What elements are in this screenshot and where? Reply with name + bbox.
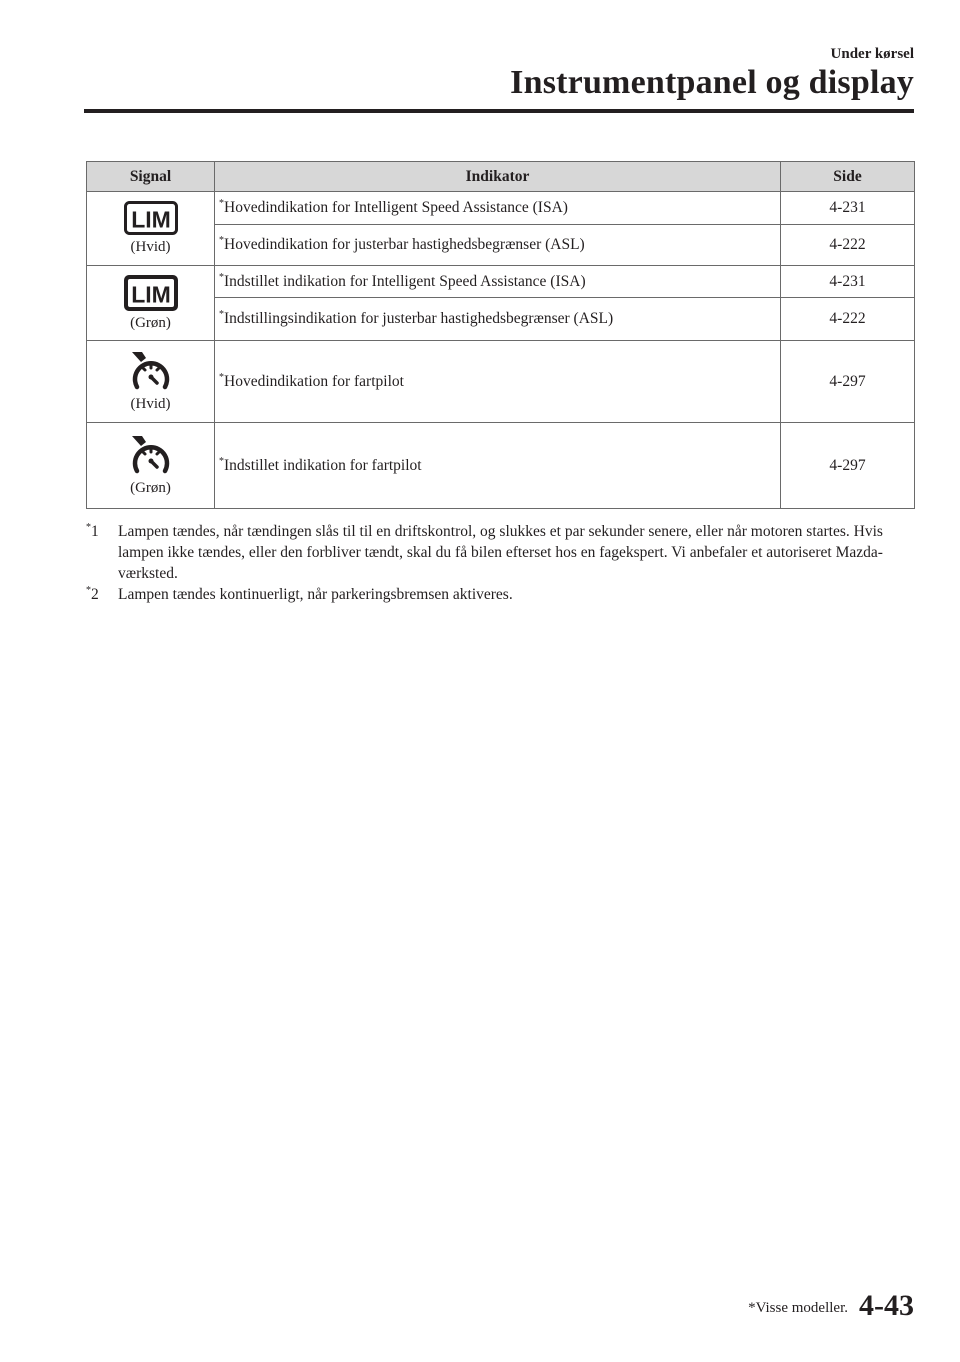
svg-text:LIM: LIM — [130, 206, 171, 233]
table-header-row — [87, 162, 915, 192]
page-reference: 4-231 — [781, 192, 915, 225]
column-header-indikator: Indikator — [215, 162, 781, 192]
indicator-text: Indstillet indikation for Intelligent Speed Assistance (ISA) — [224, 272, 586, 290]
lim-icon-filled — [124, 275, 178, 311]
page-reference: 4-222 — [781, 298, 915, 341]
section-heading: Under kørsel — [830, 46, 914, 62]
indicator-description — [215, 266, 781, 298]
header-rule — [84, 109, 914, 113]
indicator-description — [215, 225, 781, 266]
lim-icon — [124, 201, 178, 235]
footnote-item — [86, 584, 915, 605]
signal-color-label: (Grøn) — [130, 480, 171, 496]
footnote-text: Lampen tændes, når tændingen slås til til en driftskontrol, og slukkes et par sekunder senere, eller når motoren startes. Hvis lampen ikke tændes, eller den forbliver tændt, skal du få bilen efterset hos en fagekspert. Vi anbefaler et autoriseret Mazda-værksted. — [118, 523, 883, 582]
cruise-control-icon — [129, 350, 173, 392]
column-header-side: Side — [781, 162, 915, 192]
footnote-text: Lampen tændes kontinuerligt, når parkeringsbremsen aktiveres. — [118, 586, 513, 603]
indicator-description — [215, 192, 781, 225]
footnote-mark: * — [219, 235, 224, 246]
table-row — [87, 192, 915, 225]
footnote-mark: * — [219, 371, 224, 383]
indicator-text: Hovedindikation for justerbar hastighedsbegrænser (ASL) — [224, 236, 585, 253]
footnote-item — [86, 521, 915, 584]
signal-cell — [87, 192, 215, 266]
indicator-description — [215, 341, 781, 423]
indicator-description — [215, 423, 781, 509]
indicator-text: Indstillet indikation for fartpilot — [224, 456, 422, 474]
signal-cell — [87, 423, 215, 509]
cruise-control-icon — [129, 434, 173, 476]
footnote-mark: * — [219, 455, 224, 467]
models-note: *Visse modeller. — [748, 1300, 848, 1316]
indicator-text: Indstillingsindikation for justerbar hastighedsbegrænser (ASL) — [224, 310, 614, 327]
signal-color-label: (Hvid) — [130, 239, 171, 255]
footnotes — [86, 521, 915, 605]
column-header-signal: Signal — [87, 162, 215, 192]
svg-text:LIM: LIM — [130, 281, 171, 307]
footnote-number: *2 — [86, 585, 99, 603]
indicator-table — [86, 161, 915, 509]
indicator-description — [215, 298, 781, 341]
footnote-number: *1 — [86, 522, 99, 540]
signal-color-label: (Hvid) — [130, 396, 171, 412]
page-title: Instrumentpanel og display — [510, 64, 914, 101]
page-reference: 4-297 — [781, 341, 915, 423]
indicator-text: Hovedindikation for Intelligent Speed Assistance (ISA) — [224, 199, 568, 216]
page-reference: 4-222 — [781, 225, 915, 266]
footnote-mark: * — [219, 309, 224, 320]
indicator-text: Hovedindikation for fartpilot — [224, 372, 404, 390]
footnote-mark: * — [219, 271, 224, 283]
table-row — [87, 266, 915, 298]
signal-cell — [87, 341, 215, 423]
table-row — [87, 423, 915, 509]
page-number: 4-43 — [859, 1289, 914, 1322]
page-reference: 4-297 — [781, 423, 915, 509]
page-reference: 4-231 — [781, 266, 915, 298]
footnote-mark: * — [219, 198, 224, 209]
signal-cell — [87, 266, 215, 341]
table-row — [87, 341, 915, 423]
signal-color-label: (Grøn) — [130, 314, 171, 331]
